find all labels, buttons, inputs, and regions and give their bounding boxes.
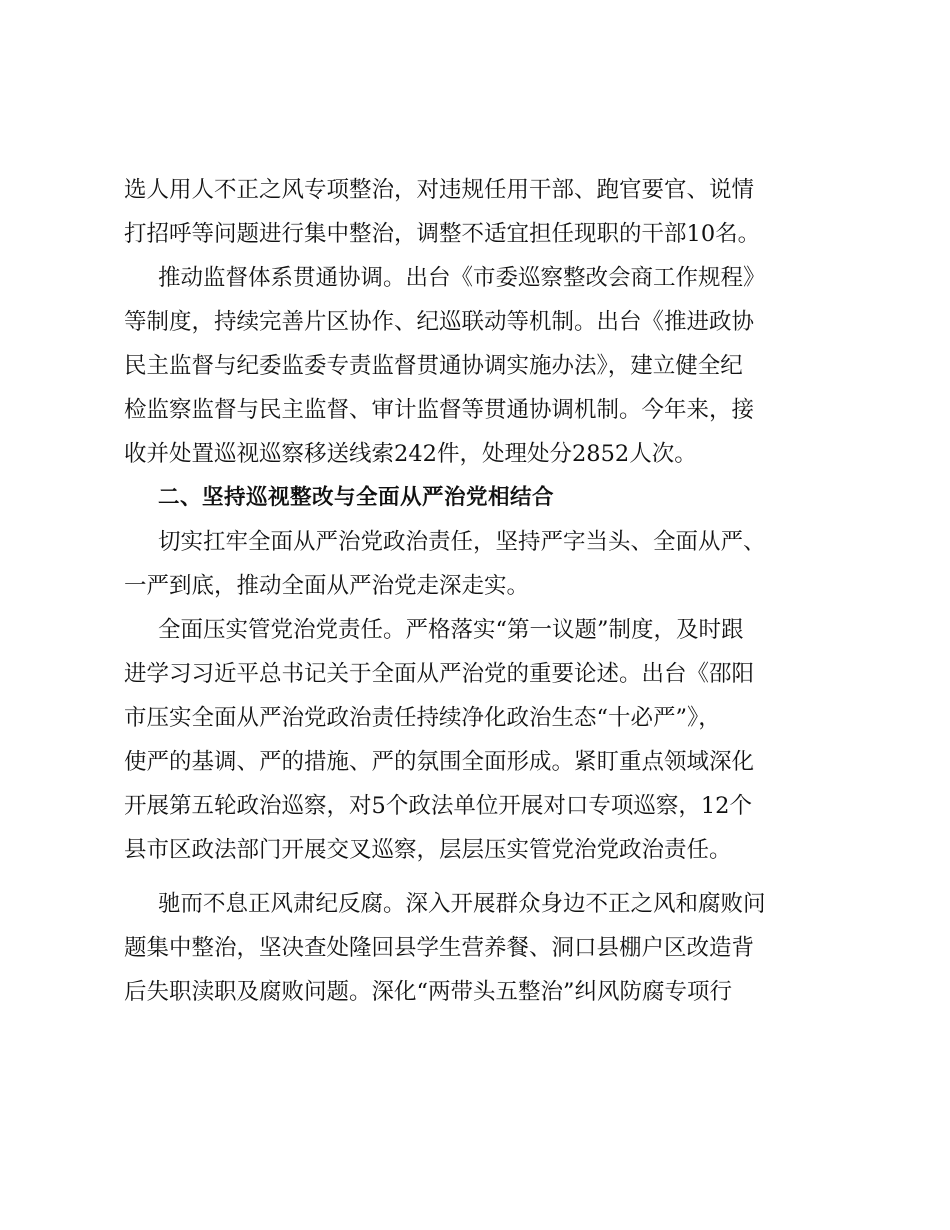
text-line: 后失职渎职及腐败问题。深化“两带头五整治”纠风防腐专项行 xyxy=(124,979,733,1005)
section-heading-2 xyxy=(124,476,834,520)
section-heading: 二、坚持巡视整改与全面从严治党相结合 xyxy=(158,485,555,510)
text-line: 等制度，持续完善片区协作、纪巡联动等机制。出台《推进政协 xyxy=(124,309,755,335)
text-line: 打招呼等问题进行集中整治，调整不适宜担任现职的干部10名。 xyxy=(124,221,761,247)
text-line: 切实扛牢全面从严治党政治责任，坚持严字当头、全面从严、 xyxy=(158,529,766,555)
paragraph-supervision-coordination xyxy=(124,256,834,476)
paragraph-spacer xyxy=(124,872,834,882)
paragraph-party-responsibility-intro xyxy=(124,520,834,608)
paragraph-anti-corruption xyxy=(124,882,834,1014)
text-line: 驰而不息正风肃纪反腐。深入开展群众身边不正之风和腐败问 xyxy=(158,891,766,917)
paragraph-party-governance xyxy=(124,608,834,872)
text-line: 县市区政法部门开展交叉巡察，层层压实管党治党政治责任。 xyxy=(124,837,732,863)
text-line: 民主监督与纪委监委专责监督贯通协调实施办法》，建立健全纪 xyxy=(124,353,743,379)
text-line: 收并处置巡视巡察移送线索242件，处理处分2852人次。 xyxy=(124,441,697,467)
text-line: 选人用人不正之风专项整治，对违规任用干部、跑官要官、说情 xyxy=(124,177,755,203)
text-line: 一严到底，推动全面从严治党走深走实。 xyxy=(124,573,530,599)
document-body xyxy=(124,168,834,1014)
text-line: 推动监督体系贯通协调。出台《市委巡察整改会商工作规程》 xyxy=(158,265,766,291)
text-line: 市压实全面从严治党政治责任持续净化政治生态“十必严”》， xyxy=(124,705,721,731)
text-line: 题集中整治，坚决查处隆回县学生营养餐、洞口县棚户区改造背 xyxy=(124,935,755,961)
text-line: 检监察监督与民主监督、审计监督等贯通协调机制。今年来，接 xyxy=(124,397,755,423)
paragraph-cadre-rectification xyxy=(124,168,834,256)
text-line: 使严的基调、严的措施、严的氛围全面形成。紧盯重点领域深化 xyxy=(124,749,755,775)
text-line: 进学习习近平总书记关于全面从严治党的重要论述。出台《邵阳 xyxy=(124,661,755,687)
text-line: 开展第五轮政治巡察，对5个政法单位开展对口专项巡察，12个 xyxy=(124,793,752,819)
text-line: 全面压实管党治党责任。严格落实“第一议题”制度，及时跟 xyxy=(158,617,744,643)
